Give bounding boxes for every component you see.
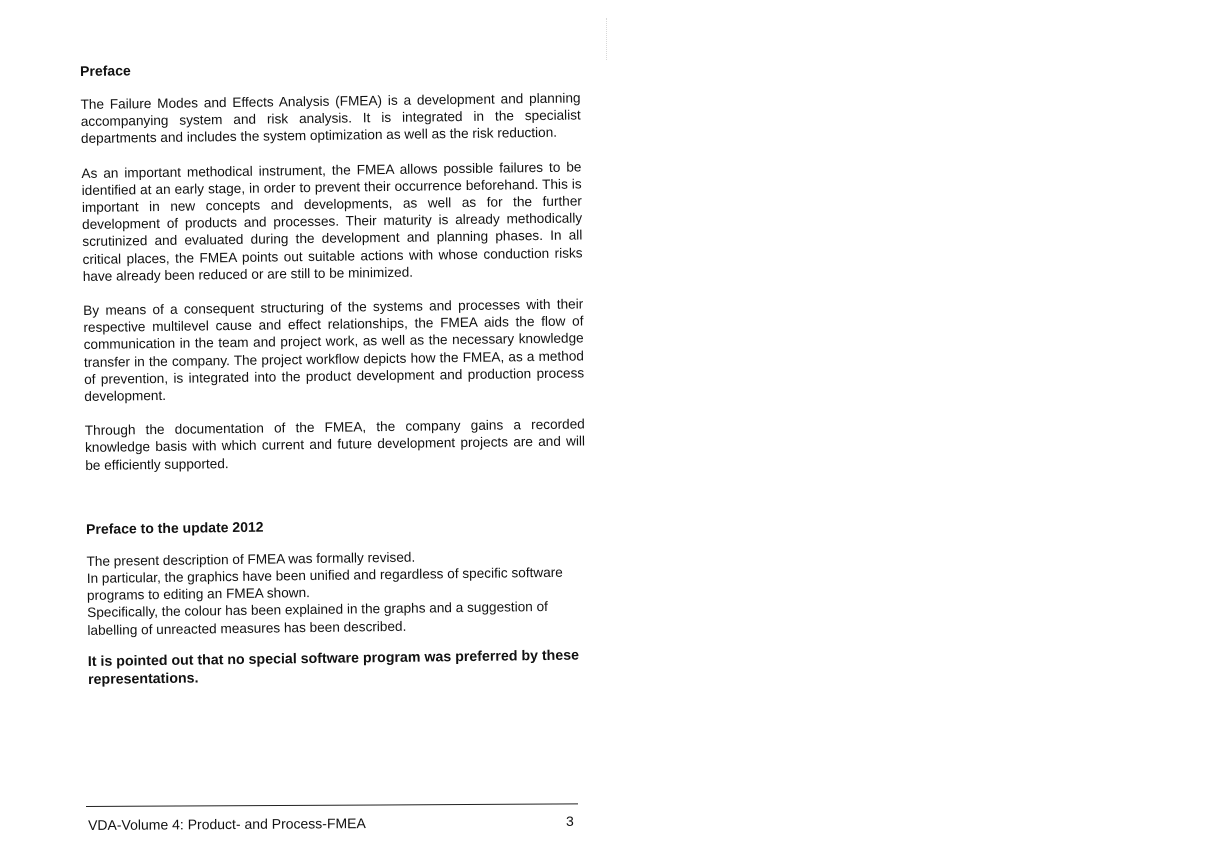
preface-paragraph-3: By means of a consequent structuring of the systems and processes with their respective multilevel cause and effect relationships, the FMEA aids the flow of communication in the team and project work, as well as the necessary knowledge transfer in the company. The project workflow depicts how the FMEA, as a method of prevention, is integrated into the product development and production process development. [83, 296, 585, 405]
preface-paragraph-4: Through the documentation of the FMEA, the company gains a recorded knowledge basis with which current and future development projects are and will be efficiently supported. [84, 416, 586, 473]
update-line-1: The present description of FMEA was formally revised. [86, 549, 416, 569]
update-line-3: Specifically, the colour has been explained in the graphs and a suggestion of labelling of unreacted measures has been described. [87, 599, 549, 638]
preface-heading: Preface [80, 62, 131, 79]
update-heading: Preface to the update 2012 [86, 518, 264, 537]
preface-paragraph-2: As an important methodical instrument, the FMEA allows possible failures to be identified at an early stage, in order to prevent their occurrence beforehand. This is important in new concepts and developments, as well as for the further development of products and processes. Their maturity is already methodically scrutinized and evaluated during the development and planning phases. In all critical places, the FMEA points out suitable actions with whose conduction risks have already been reduced or are still to be minimized. [81, 159, 583, 284]
page-number: 3 [566, 813, 574, 829]
update-line-2: In particular, the graphics have been unified and regardless of specific software programs to editing an FMEA shown. [86, 564, 563, 604]
page-content [80, 55, 588, 688]
scan-fold-mark [606, 18, 607, 60]
footer-divider [86, 803, 578, 807]
preface-paragraph-1: The Failure Modes and Effects Analysis (FMEA) is a development and planning accompanying system and risk analysis. It is integrated in the specialist departments and includes the system optimization as well as the risk reduction. [80, 90, 581, 147]
footer-title: VDA-Volume 4: Product- and Process-FMEA [88, 815, 366, 833]
software-note: It is pointed out that no special software program was preferred by these representations. [87, 647, 580, 688]
